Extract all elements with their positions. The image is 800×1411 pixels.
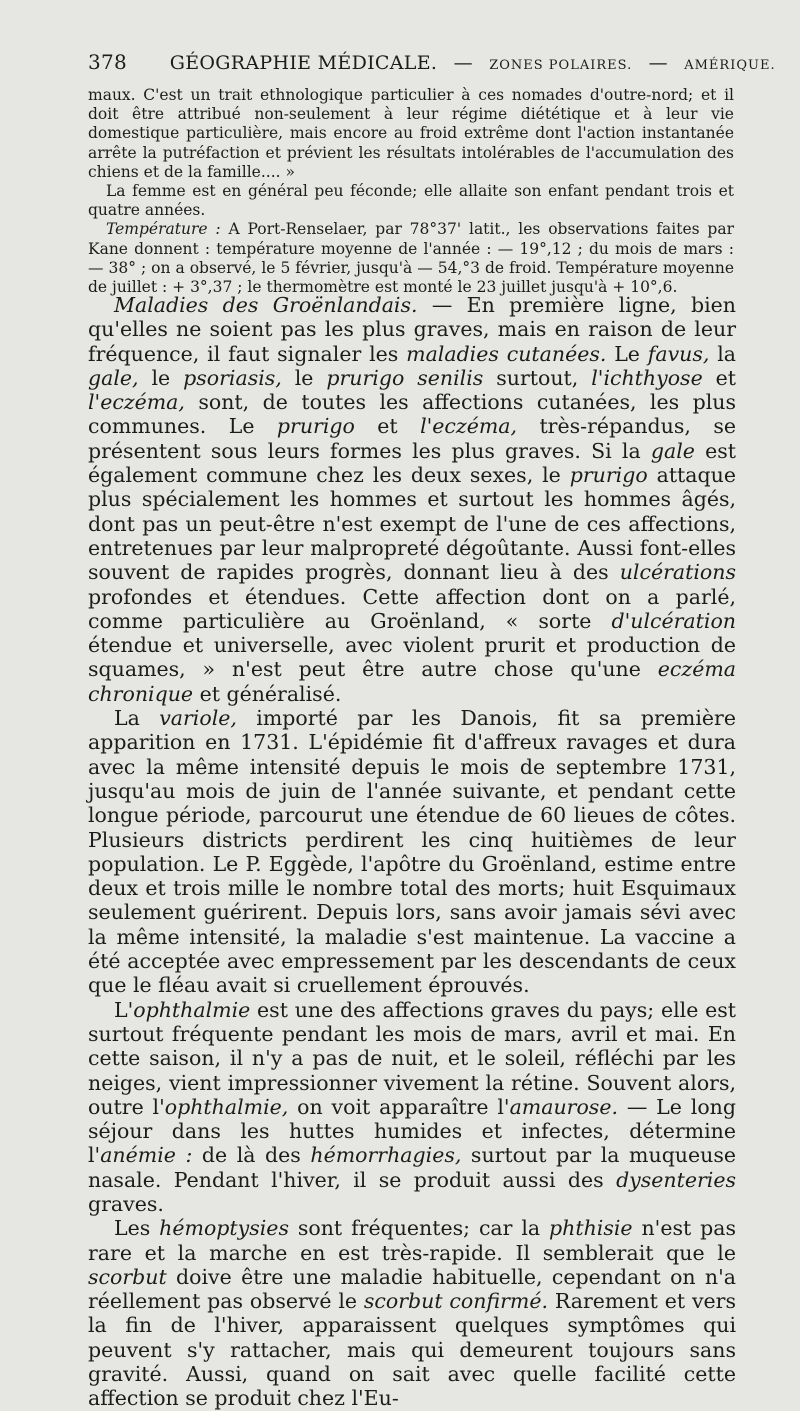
header-dash: — xyxy=(453,52,473,74)
section-heading: Maladies des Groënlandais. xyxy=(114,293,418,317)
note-paragraph: Température : A Port-Renselaer, par 78°37' latit., les observations faites par Kane donnent : température moyenne de l'année : — 19°,12 ; du mois de mars : — 38° ; on a observé, le 5 février, jusqu'à — 54,°3 de froid. Température moyenne de juillet : + 3°,37 ; le thermomètre est monté le 23 juillet jusqu'à + 10°,6. xyxy=(88,220,734,297)
region-title: AMÉRIQUE. xyxy=(684,58,776,73)
notes-block xyxy=(88,86,734,297)
header-dash: — xyxy=(648,52,668,74)
body-paragraph: Maladies des Groënlandais. — En première ligne, bien qu'elles ne soient pas les plus graves, mais en raison de leur fréquence, il faut signaler les maladies cutanées. Le favus, la gale, le psoriasis, le prurigo senilis surtout, l'ichthyose et l'eczéma, sont, de toutes les affections cutanées, les plus communes. Le prurigo et l'eczéma, très-répandus, se présentent sous leurs formes les plus graves. Si la gale est également commune chez les deux sexes, le prurigo attaque plus spécialement les hommes et surtout les hommes âgés, dont pas un peut-être n'est exempt de l'une de ces affections, entretenues par leur malpropreté dégoûtante. Aussi font-elles souvent de rapides progrès, donnant lieu à des ulcérations profondes et étendues. Cette affection dont on a parlé, comme particulière au Groënland, « sorte d'ulcération étendue et universelle, avec violent prurit et production de squames, » n'est peut être autre chose qu'une eczéma chronique et généralisé. xyxy=(88,293,737,706)
running-header xyxy=(88,50,776,74)
note-paragraph: La femme est en général peu féconde; elle allaite son enfant pendant trois et quatre années. xyxy=(88,182,734,220)
body-paragraph: Les hémoptysies sont fréquentes; car la phthisie n'est pas rare et la marche en est très-rapide. Il semblerait que le scorbut doive être une maladie habituelle, cependant on n'a réellement pas observé le scorbut confirmé. Rarement et vers la fin de l'hiver, apparaissent quelques symptômes qui peuvent s'y rattacher, mais qui demeurent toujours sans gravité. Aussi, quand on sait avec quelle facilité cette affection se produit chez l'Eu- xyxy=(88,1216,736,1411)
note-paragraph: maux. C'est un trait ethnologique particulier à ces nomades d'outre-nord; et il doit être attribué non-seulement à leur régime diététique et à leur vie domestique particulière, mais encore au froid extrême dont l'action instantanée arrête la putréfaction et prévient les résultats intolérables de l'accumulation des chiens et de la famille.... » xyxy=(88,86,734,181)
page-number: 378 xyxy=(88,50,128,74)
body-paragraph: L'ophthalmie est une des affections graves du pays; elle est surtout fréquente pendant les mois de mars, avril et mai. En cette saison, il n'y a pas de nuit, et le soleil, réfléchi par les neiges, vient impressionner vivement la rétine. Souvent alors, outre l'ophthalmie, on voit apparaître l'amaurose. — Le long séjour dans les huttes humides et infectes, détermine l'anémie : de là des hémorrhagies, surtout par la muqueuse nasale. Pendant l'hiver, il se produit aussi des dysenteries graves. xyxy=(88,997,736,1216)
section-title: ZONES POLAIRES. xyxy=(489,58,633,73)
book-title: GÉOGRAPHIE MÉDICALE. xyxy=(169,52,438,74)
main-text xyxy=(88,293,736,1411)
body-paragraph: La variole, importé par les Danois, fit sa première apparition en 1731. L'épidémie fit d'affreux ravages et dura avec la même intensité depuis le mois de septembre 1731, jusqu'au mois de juin de l'année suivante, et pendant cette longue période, parcourut une étendue de 60 lieues de côtes. Plusieurs districts perdirent les cinq huitièmes de leur population. Le P. Eggède, l'apôtre du Groënland, estime entre deux et trois mille le nombre total des morts; huit Esquimaux seulement guérirent. Depuis lors, sans avoir jamais sévi avec la même intensité, la maladie s'est maintenue. La vaccine a été acceptée avec empressement par les descendants de ceux que le fléau avait si cruellement éprouvés. xyxy=(88,706,736,998)
temperature-label: Température : xyxy=(106,220,221,239)
